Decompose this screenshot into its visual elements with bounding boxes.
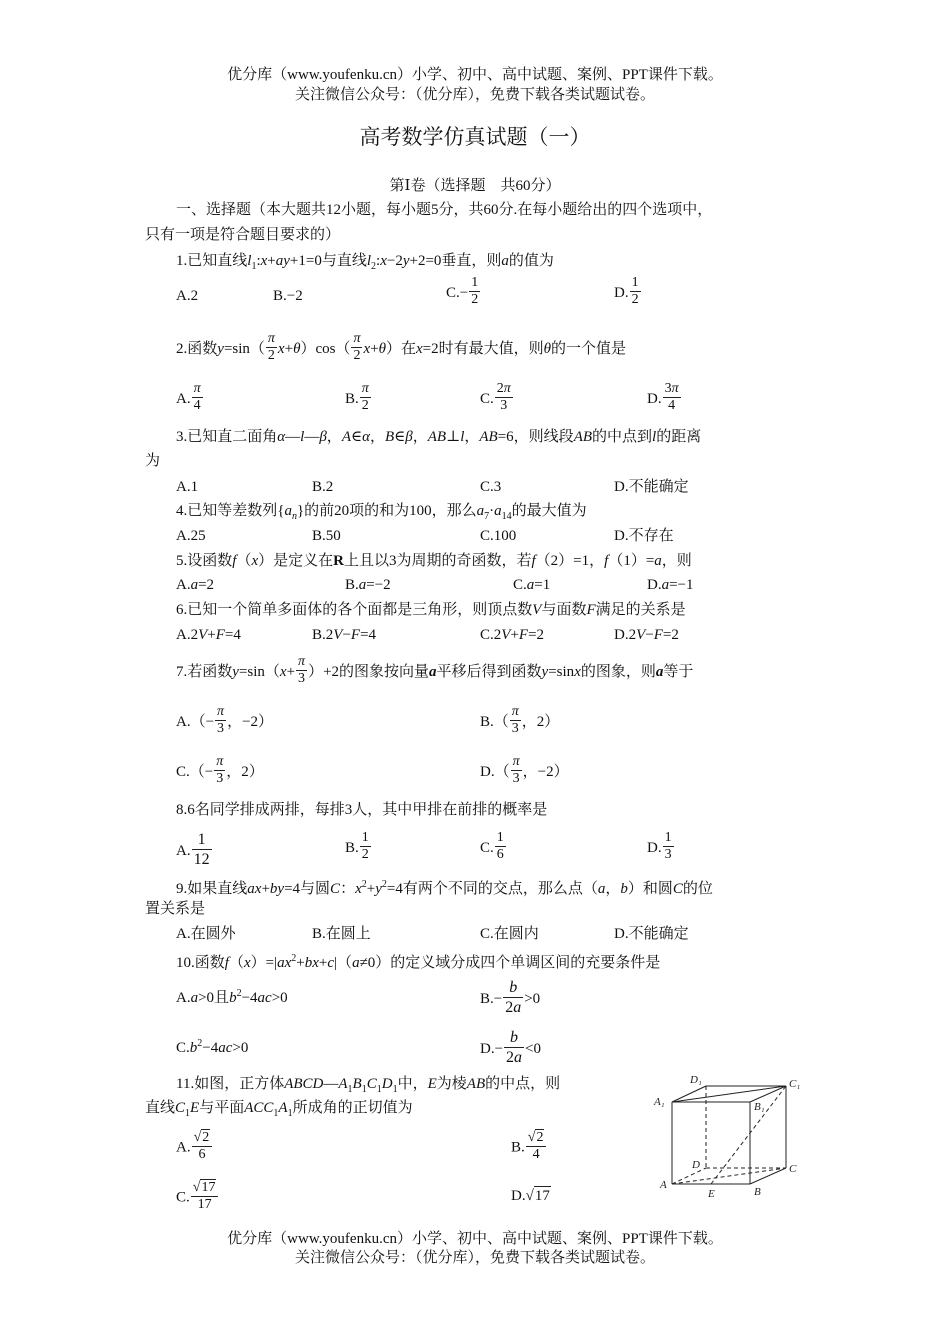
label-a: A — [660, 1179, 667, 1191]
q3-stem-line-2: 为 — [145, 453, 161, 469]
label-b1: B₁ — [754, 1101, 765, 1113]
q1-option-c: C.− $\frac{1}{2}$ — [446, 275, 479, 307]
q1-option-a: A.2 — [176, 288, 199, 304]
q7-option-d: D.（ $\frac{\pi}{3}$ ，−2） — [480, 754, 569, 786]
q3-option-a: A.1 — [176, 479, 199, 495]
q4-option-a: A.25 — [176, 528, 206, 544]
q8-option-a: A. $\frac{1}{12}$ — [176, 831, 210, 868]
segment-e-c1 — [711, 1086, 786, 1184]
q8-option-b: B. $\frac{1}{2}$ — [345, 830, 369, 862]
label-c: C — [789, 1163, 797, 1175]
q11-option-a: A. $\frac{√2}{6}$ — [176, 1131, 213, 1165]
q6-option-d: D.2V−F=2 — [614, 627, 679, 643]
q2-option-d: D. $\frac{3\pi}{4}$ — [647, 381, 679, 413]
q10-option-d: D.− $\frac{b}{2a}$ <0 — [480, 1029, 542, 1066]
footer-line-2: 关注微信公众号：（优分库），免费下载各类试题试卷。 — [294, 1250, 655, 1266]
q3-option-b: B.2 — [312, 479, 334, 495]
q10-option-b: B.− $\frac{b}{2a}$ >0 — [480, 979, 541, 1016]
q11-stem-line-2: 直线$C_1E$与平面$ACC_1A_1$所成角的正切值为 — [145, 1100, 413, 1119]
q10-stem: 10.函数$f(x)=|ax^2+bx+c|(a\ne 0)$的定义域分成四个单调区间的充要条件是 — [176, 953, 661, 971]
q11-option-c: C. $\frac{√17}{17}$ — [176, 1181, 219, 1215]
q5-stem: 5.设函数f（x）是定义在R上且以3为周期的奇函数，若f（2）=1，f（1）=a，则 — [176, 553, 692, 569]
q10-option-a: A.a>0且$b^2-4ac>0$ — [176, 988, 288, 1006]
q2-option-b: B. $\frac{\pi}{2}$ — [345, 381, 369, 413]
q9-option-c: C.在圆内 — [480, 926, 539, 942]
q1-stem: 1.已知直线$l_1:x+ay+1=0$与直线$l_2:x-2y+2=0$垂直，则a的值为 — [176, 253, 554, 272]
q7-option-b: B.（ $\frac{\pi}{3}$ ，2） — [480, 704, 560, 736]
instruction-line-1: 一、选择题（本大题共12小题，每小题5分，共60分.在每小题给出的四个选项中， — [176, 202, 713, 218]
q8-option-c: C. $\frac{1}{6}$ — [480, 830, 504, 862]
q4-option-b: B.50 — [312, 528, 341, 544]
instruction-line-2: 只有一项是符合题目要求的） — [145, 227, 341, 243]
q9-option-d: D.不能确定 — [614, 926, 689, 942]
q4-option-c: C.100 — [480, 528, 517, 544]
q5-option-b: B.a=−2 — [345, 577, 391, 593]
header-line-1: 优分库（www.youfenku.cn）小学、初中、高中试题、案例、PPT课件下载。 — [227, 67, 723, 83]
q2-option-c: C. $\frac{2\pi}{3}$ — [480, 381, 511, 413]
q4-stem: 4.已知等差数列$\{a_n\}$的前20项的和为100，那么$a_7\cdot a_{14}$的最大值为 — [176, 503, 587, 522]
label-b: B — [754, 1186, 761, 1198]
q5-option-c: C.a=1 — [513, 577, 551, 593]
edge-b-c — [750, 1168, 786, 1184]
label-d1: D₁ — [690, 1074, 702, 1086]
q4-option-d: D.不存在 — [614, 528, 674, 544]
label-e: E — [708, 1188, 715, 1200]
q9-stem-line-1: 9.如果直线ax+by=4与圆C：$x^2+y^2=4$有两个不同的交点，那么点（a，b）和圆C的位 — [176, 879, 713, 897]
label-a1: A₁ — [654, 1096, 665, 1108]
q6-stem: 6.已知一个简单多面体的各个面都是三角形，则顶点数V与面数F满足的关系是 — [176, 602, 686, 618]
q7-stem: 7.若函数y=sin（x+ $\frac{\pi}{3}$ ）+2的图象按向量a平移后得到函数y=sinx的图象，则a等于 — [176, 654, 694, 686]
section-heading: 第Ⅰ卷（选择题 共60分） — [389, 178, 561, 194]
header-line-2: 关注微信公众号：（优分库），免费下载各类试题试卷。 — [294, 87, 655, 103]
q5-option-d: D.a=−1 — [647, 577, 694, 593]
q7-option-c: C.（− $\frac{\pi}{3}$ ，2） — [176, 754, 264, 786]
q2-option-a: A. $\frac{\pi}{4}$ — [176, 381, 201, 413]
label-d: D — [692, 1159, 700, 1171]
q9-option-a: A.在圆外 — [176, 926, 236, 942]
footer-line-1: 优分库（www.youfenku.cn）小学、初中、高中试题、案例、PPT课件下载。 — [227, 1231, 723, 1247]
page-title: 高考数学仿真试题（一） — [359, 125, 591, 149]
q1-option-b: B.−2 — [273, 288, 303, 304]
q6-option-c: C.2V+F=2 — [480, 627, 545, 643]
q10-option-c: $C.b^2-4ac>0$ — [176, 1038, 249, 1056]
q9-option-b: B.在圆上 — [312, 926, 371, 942]
q6-option-a: A.2V+F=4 — [176, 627, 241, 643]
q8-stem: 8.6名同学排成两排，每排3人，其中甲排在前排的概率是 — [176, 802, 548, 818]
q3-option-d: D.不能确定 — [614, 479, 689, 495]
q6-option-b: B.2V−F=4 — [312, 627, 377, 643]
q3-option-c: C.3 — [480, 479, 502, 495]
q2-stem: 2.函数y=sin（ $\frac{\pi}{2}$ x+θ）cos（ $\frac{\pi}{2}$ x+θ）在x=2时有最大值，则θ的一个值是 — [176, 331, 627, 363]
q11-option-b: B. $\frac{√2}{4}$ — [511, 1131, 547, 1165]
q1-option-d: D. $\frac{1}{2}$ — [614, 275, 639, 307]
q5-option-a: A.a=2 — [176, 577, 215, 593]
q11-option-d: D.√17 — [511, 1188, 550, 1204]
q7-option-a: A.（− $\frac{\pi}{3}$ ，−2） — [176, 704, 274, 736]
label-c1: C₁ — [789, 1078, 801, 1090]
q3-stem-line-1: 3.已知直二面角α—l—β，A∈α，B∈β，AB⊥l，AB=6，则线段AB的中点到l的距离 — [176, 429, 702, 445]
q8-option-d: D. $\frac{1}{3}$ — [647, 830, 672, 862]
cube-figure — [650, 1070, 810, 1200]
q9-stem-line-2: 置关系是 — [145, 901, 206, 917]
q11-stem-line-1: 11.如图，正方体$ABCD—A_1B_1C_1D_1$中，E为棱AB的中点，则 — [176, 1076, 561, 1095]
